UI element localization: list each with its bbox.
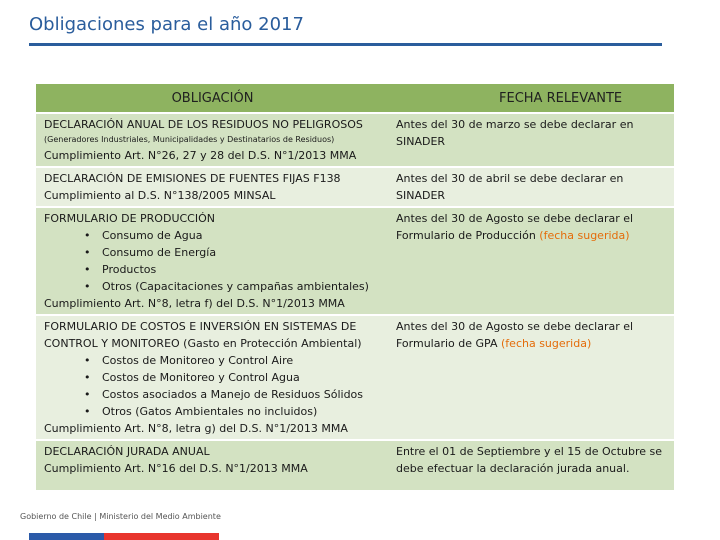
obligation-compliance: Cumplimiento Art. N°8, letra f) del D.S. N°1/2013 MMA xyxy=(44,297,345,310)
obligation-compliance: Cumplimiento Art. N°8, letra g) del D.S. N°1/2013 MMA xyxy=(44,422,348,435)
header-obligacion: OBLIGACIÓN xyxy=(36,84,389,113)
list-item: • Costos de Monitoreo y Control Aire xyxy=(44,352,383,369)
obligations-table xyxy=(36,84,674,490)
flag-stripe xyxy=(29,533,219,540)
obligation-compliance: Cumplimiento Art. N°26, 27 y 28 del D.S. N°1/2013 MMA xyxy=(44,149,357,162)
obligation-cell xyxy=(36,315,389,440)
obligation-title: DECLARACIÓN DE EMISIONES DE FUENTES FIJAS F138 xyxy=(44,172,341,185)
table-row xyxy=(36,167,674,207)
list-item: • Consumo de Agua xyxy=(44,227,383,244)
table-row xyxy=(36,113,674,167)
date-text: Entre el 01 de Septiembre y el 15 de Octubre se debe efectuar la declaración jurada anual. xyxy=(396,445,663,475)
list-item: • Costos asociados a Manejo de Residuos Sólidos xyxy=(44,386,383,403)
list-item: • Otros (Gatos Ambientales no incluidos) xyxy=(44,403,383,420)
flag-red-band xyxy=(104,533,219,540)
date-text: Antes del 30 de Agosto se debe declarar el Formulario de GPA xyxy=(396,320,634,350)
date-cell xyxy=(389,167,674,207)
obligation-cell xyxy=(36,207,389,315)
table-row xyxy=(36,315,674,440)
date-cell xyxy=(389,315,674,440)
obligation-bullet-list xyxy=(44,227,383,295)
obligation-title: FORMULARIO DE PRODUCCIÓN xyxy=(44,212,215,225)
obligation-compliance: Cumplimiento Art. N°16 del D.S. N°1/2013 MMA xyxy=(44,462,308,475)
obligation-cell xyxy=(36,440,389,490)
table-row xyxy=(36,440,674,490)
date-cell xyxy=(389,440,674,490)
header-fecha-relevante: FECHA RELEVANTE xyxy=(389,84,674,113)
date-text: Antes del 30 de marzo se debe declarar en SINADER xyxy=(396,118,634,148)
page-title: Obligaciones para el año 2017 xyxy=(29,14,304,35)
date-cell xyxy=(389,207,674,315)
date-text: Antes del 30 de abril se debe declarar en SINADER xyxy=(396,172,624,202)
date-text: Antes del 30 de Agosto se debe declarar el Formulario de Producción xyxy=(396,212,634,242)
table-header-row xyxy=(36,84,674,113)
date-cell xyxy=(389,113,674,167)
title-underline xyxy=(29,43,662,46)
footer-text: Gobierno de Chile | Ministerio del Medio Ambiente xyxy=(20,512,221,521)
list-item: • Otros (Capacitaciones y campañas ambientales) xyxy=(44,278,383,295)
obligation-cell xyxy=(36,167,389,207)
flag-blue-band xyxy=(29,533,104,540)
obligation-bullet-list xyxy=(44,352,383,420)
suggested-date-note: (fecha sugerida) xyxy=(539,229,630,242)
obligation-cell xyxy=(36,113,389,167)
list-item: • Consumo de Energía xyxy=(44,244,383,261)
obligation-title: DECLARACIÓN ANUAL DE LOS RESIDUOS NO PELIGROSOS xyxy=(44,118,363,131)
obligation-note: (Generadores Industriales, Municipalidades y Destinatarios de Residuos) xyxy=(44,135,335,144)
list-item: • Productos xyxy=(44,261,383,278)
table-row xyxy=(36,207,674,315)
obligation-title: DECLARACIÓN JURADA ANUAL xyxy=(44,445,210,458)
list-item: • Costos de Monitoreo y Control Agua xyxy=(44,369,383,386)
obligation-title: FORMULARIO DE COSTOS E INVERSIÓN EN SISTEMAS DE CONTROL Y MONITOREO (Gasto en Protección Ambiental) xyxy=(44,320,362,350)
obligation-compliance: Cumplimiento al D.S. N°138/2005 MINSAL xyxy=(44,189,276,202)
suggested-date-note: (fecha sugerida) xyxy=(501,337,592,350)
